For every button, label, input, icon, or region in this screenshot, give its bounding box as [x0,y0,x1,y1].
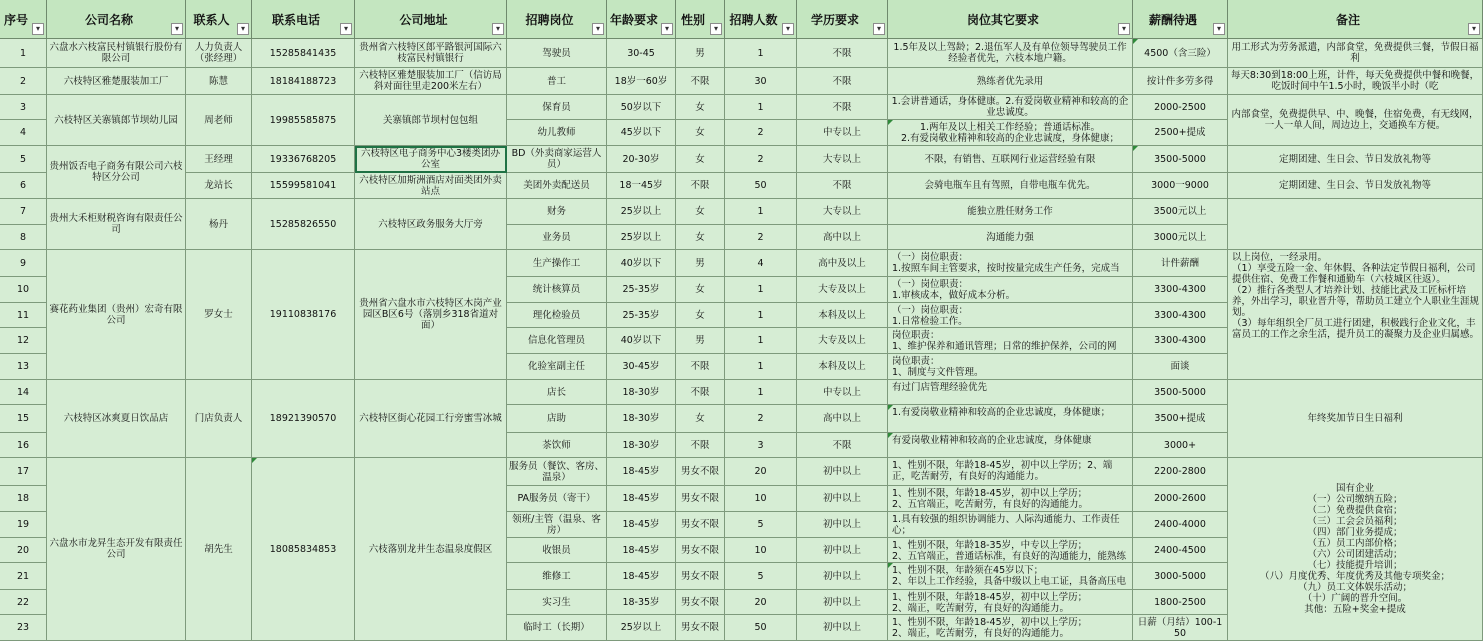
cell-remark[interactable]: 以上岗位，一经录用。 （1）享受五险一金、年休假、各种法定节假日福利，公司提供住宿、免费工作餐和通勤车（六枝城区往返）。 （2）推行各类型人才培养计划、技能比武及工匠标杆培养，外出学习，职业晋升等，帮助员工建立个人职业生涯规划。 （3）每年组织全厂员工进行团建，积极践行企业文化，丰富员工的工作之余生活，提升员工的凝聚力及企业归属感。 [1228,250,1483,380]
cell-serial[interactable]: 12 [0,328,47,354]
column-header-label: 学历要求 [810,12,859,27]
cell-count[interactable]: 1 [725,95,797,120]
cell-salary[interactable]: 3000+ [1133,433,1228,458]
cell-education[interactable]: 初中以上 [797,458,888,486]
column-header-count[interactable] [725,0,797,39]
cell-count[interactable]: 2 [725,146,797,173]
column-header-other[interactable] [888,0,1133,39]
cell-salary[interactable]: 按计件多劳多得 [1133,68,1228,95]
cell-gender[interactable]: 女 [676,120,725,146]
cell-other-requirements[interactable]: 1、性别不限，年龄18-35岁，中专以上学历； 2、五官端正，普通话标准，有良好的沟通能力，能熟练 [888,538,1133,563]
filter-dropdown-icon[interactable]: ▾ [171,23,183,35]
cell-position[interactable]: 财务 [507,199,607,225]
column-header-address[interactable] [355,0,507,39]
cell-age[interactable]: 45岁以下 [607,120,676,146]
cell-age[interactable]: 18-35岁 [607,590,676,615]
cell-serial[interactable]: 15 [0,405,47,433]
cell-age[interactable]: 50岁以下 [607,95,676,120]
filter-dropdown-icon[interactable]: ▾ [1468,23,1480,35]
cell-remark[interactable]: 年终奖加节日生日福利 [1228,380,1483,458]
cell-age[interactable]: 18一45岁 [607,173,676,199]
comment-indicator-icon [888,120,893,125]
cell-company[interactable]: 六枝特区雅楚服装加工厂 [47,68,186,95]
cell-serial[interactable]: 9 [0,250,47,277]
cell-position[interactable]: 幼儿教师 [507,120,607,146]
cell-education[interactable]: 初中以上 [797,512,888,538]
cell-other-requirements[interactable]: 1、性别不限，年龄18-45岁，初中以上学历； 2、五官端正，吃苦耐劳，有良好的沟通能力。 [888,486,1133,512]
cell-gender[interactable]: 不限 [676,433,725,458]
cell-gender[interactable]: 男女不限 [676,512,725,538]
cell-count[interactable]: 1 [725,303,797,328]
cell-serial[interactable]: 2 [0,68,47,95]
cell-other-requirements[interactable]: 1.具有较强的组织协调能力、人际沟通能力、工作责任心； [888,512,1133,538]
cell-position[interactable]: 生产操作工 [507,250,607,277]
column-header-label: 公司地址 [399,12,448,27]
comment-indicator-icon [1133,146,1138,151]
cell-count[interactable]: 20 [725,590,797,615]
filter-dropdown-icon[interactable]: ▾ [32,23,44,35]
cell-age[interactable]: 18-45岁 [607,458,676,486]
cell-age[interactable]: 40岁以下 [607,250,676,277]
filter-dropdown-icon[interactable]: ▾ [710,23,722,35]
cell-company[interactable]: 六盘水六枝富民村镇银行股份有限公司 [47,39,186,68]
cell-gender[interactable]: 女 [676,277,725,303]
cell-position[interactable]: 业务员 [507,225,607,250]
cell-company[interactable]: 六盘水市龙昇生态开发有限责任公司 [47,458,186,641]
cell-remark-empty[interactable] [1228,199,1483,250]
cell-salary[interactable]: 3300-4300 [1133,303,1228,328]
cell-gender[interactable]: 不限 [676,380,725,405]
cell-gender[interactable]: 女 [676,199,725,225]
column-header-contact[interactable] [186,0,252,39]
column-header-label: 序号 [3,12,28,27]
cell-serial[interactable]: 11 [0,303,47,328]
cell-contact[interactable]: 周老师 [186,95,252,146]
cell-salary[interactable]: 2000-2500 [1133,95,1228,120]
cell-phone[interactable]: 18085834853 [252,458,355,641]
cell-age[interactable]: 18-45岁 [607,486,676,512]
comment-indicator-icon [1133,39,1138,44]
cell-gender[interactable]: 男女不限 [676,538,725,563]
column-header-gender[interactable] [676,0,725,39]
cell-serial[interactable]: 3 [0,95,47,120]
cell-age[interactable]: 18-45岁 [607,563,676,590]
cell-age[interactable]: 18-30岁 [607,433,676,458]
cell-address[interactable]: 六枝特区雅楚服装加工厂（信访局斜对面往里走200米左右） [355,68,507,95]
cell-serial[interactable]: 22 [0,590,47,615]
cell-age[interactable]: 25岁以上 [607,199,676,225]
column-header-label: 联系电话 [271,12,320,27]
filter-dropdown-icon[interactable]: ▾ [661,23,673,35]
cell-count[interactable]: 1 [725,354,797,380]
cell-salary[interactable]: 3500-5000 [1133,380,1228,405]
filter-dropdown-icon[interactable]: ▾ [492,23,504,35]
cell-gender[interactable]: 男 [676,328,725,354]
comment-indicator-icon [888,405,893,410]
cell-count[interactable]: 5 [725,563,797,590]
cell-other-requirements[interactable]: 1.会讲普通话，身体健康。2.有爱岗敬业精神和较高的企业忠诚度。 [888,95,1133,120]
cell-salary[interactable]: 2500+提成 [1133,120,1228,146]
cell-gender[interactable]: 不限 [676,68,725,95]
cell-gender[interactable]: 不限 [676,173,725,199]
cell-position[interactable]: 美团外卖配送员 [507,173,607,199]
cell-other-requirements[interactable]: （一）岗位职责： 1.按照车间主管要求，按时按量完成生产任务，完成当 [888,250,1133,277]
cell-salary[interactable]: 3500+提成 [1133,405,1228,433]
cell-gender[interactable]: 男女不限 [676,563,725,590]
cell-contact[interactable]: 门店负责人 [186,380,252,458]
cell-education[interactable]: 本科及以上 [797,354,888,380]
cell-education[interactable]: 初中以上 [797,615,888,641]
cell-serial[interactable]: 19 [0,512,47,538]
cell-gender[interactable]: 女 [676,405,725,433]
cell-education[interactable]: 初中以上 [797,590,888,615]
cell-education[interactable]: 不限 [797,173,888,199]
cell-serial[interactable]: 14 [0,380,47,405]
cell-serial[interactable]: 17 [0,458,47,486]
cell-count[interactable]: 2 [725,405,797,433]
column-header-label: 公司名称 [84,12,133,27]
cell-other-requirements[interactable]: 有爱岗敬业精神和较高的企业忠诚度，身体健康 [888,433,1133,458]
cell-education[interactable]: 大专以上 [797,199,888,225]
cell-salary[interactable]: 面谈 [1133,354,1228,380]
cell-position[interactable]: 化验室副主任 [507,354,607,380]
cell-education[interactable]: 中专以上 [797,380,888,405]
cell-serial[interactable]: 8 [0,225,47,250]
cell-salary[interactable]: 2400-4000 [1133,512,1228,538]
column-header-education[interactable] [797,0,888,39]
cell-gender[interactable]: 女 [676,146,725,173]
cell-contact[interactable]: 人力负责人（张经理） [186,39,252,68]
cell-salary[interactable]: 3000元以上 [1133,225,1228,250]
cell-other-requirements[interactable]: 熟练者优先录用 [888,68,1133,95]
cell-remark[interactable]: 国有企业 （一）公司缴纳五险； （二）免费提供食宿； （三）工会会员福利； （四）部门业务提成； （五）员工内部价格； （六）公司团建活动； （七）技能提升培训； （八）月度优秀、年度优秀及其他专项奖金； （九）员工文体娱乐活动； （十）广阔的晋升空间。 其他：五险+奖金+提成 [1228,458,1483,641]
cell-other-requirements[interactable]: 不限，有销售、互联网行业运营经验有限 [888,146,1133,173]
cell-position[interactable]: 理化检验员 [507,303,607,328]
cell-gender[interactable]: 男 [676,39,725,68]
cell-age[interactable]: 25岁以上 [607,225,676,250]
cell-phone[interactable]: 18921390570 [252,380,355,458]
cell-gender[interactable]: 女 [676,95,725,120]
cell-salary[interactable]: 3000-5000 [1133,563,1228,590]
cell-salary[interactable]: 3500元以上 [1133,199,1228,225]
cell-count[interactable]: 1 [725,277,797,303]
column-header-label: 招聘人数 [729,12,778,27]
cell-count[interactable]: 1 [725,380,797,405]
cell-serial[interactable]: 6 [0,173,47,199]
filter-dropdown-icon[interactable]: ▾ [782,23,794,35]
cell-salary[interactable]: 3300-4300 [1133,277,1228,303]
cell-count[interactable]: 2 [725,120,797,146]
cell-serial[interactable]: 5 [0,146,47,173]
cell-contact[interactable]: 龙站长 [186,173,252,199]
cell-age[interactable]: 40岁以下 [607,328,676,354]
cell-education[interactable]: 初中以上 [797,538,888,563]
cell-other-requirements[interactable]: 1.两年及以上相关工作经验；普通话标准。 2.有爱岗敬业精神和较高的企业忠诚度，身体健康； [888,120,1133,146]
cell-gender[interactable]: 女 [676,225,725,250]
cell-other-requirements[interactable]: 沟通能力强 [888,225,1133,250]
cell-count[interactable]: 50 [725,615,797,641]
cell-education[interactable]: 初中以上 [797,563,888,590]
cell-position[interactable]: 收银员 [507,538,607,563]
cell-count[interactable]: 1 [725,39,797,68]
cell-age[interactable]: 25岁以上 [607,615,676,641]
filter-dropdown-icon[interactable]: ▾ [592,23,604,35]
cell-count[interactable]: 20 [725,458,797,486]
filter-dropdown-icon[interactable]: ▾ [1213,23,1225,35]
cell-address[interactable]: 六枝特区加斯洲酒店对面类团外卖站点 [355,173,507,199]
cell-education[interactable]: 高中以上 [797,405,888,433]
cell-other-requirements[interactable]: 1.5年及以上驾龄；2.退伍军人及有单位领导驾驶员工作经验者优先，六枝本地户籍。 [888,39,1133,68]
cell-education[interactable]: 高中及以上 [797,250,888,277]
cell-salary[interactable]: 2400-4500 [1133,538,1228,563]
cell-company[interactable]: 赛花药业集团（贵州）宏奇有限公司 [47,250,186,380]
cell-other-requirements[interactable]: 1、性别不限，年龄须在45岁以下； 2、年以上工作经验，具备中级以上电工证，具备高压电 [888,563,1133,590]
cell-contact[interactable]: 王经理 [186,146,252,173]
cell-position[interactable]: 领班/主管（温泉、客房） [507,512,607,538]
cell-age[interactable]: 18-30岁 [607,380,676,405]
cell-remark[interactable]: 定期团建、生日会、节日发放礼物等 [1228,173,1483,199]
cell-contact[interactable]: 杨丹 [186,199,252,250]
cell-other-requirements[interactable]: （一）岗位职责： 1.审核成本，做好成本分析。 [888,277,1133,303]
column-header-phone[interactable] [252,0,355,39]
cell-remark[interactable]: 用工形式为劳务派遣，内部食堂，免费提供三餐，节假日福利 [1228,39,1483,68]
column-header-label: 性别 [680,12,705,27]
filter-dropdown-icon[interactable]: ▾ [1118,23,1130,35]
cell-phone[interactable]: 15285841435 [252,39,355,68]
column-header-age[interactable] [607,0,676,39]
cell-count[interactable]: 1 [725,328,797,354]
cell-serial[interactable]: 18 [0,486,47,512]
cell-serial[interactable]: 21 [0,563,47,590]
cell-education[interactable]: 不限 [797,95,888,120]
cell-count[interactable]: 3 [725,433,797,458]
cell-phone[interactable]: 18184188723 [252,68,355,95]
cell-position[interactable]: 统计核算员 [507,277,607,303]
cell-remark[interactable]: 内部食堂，免费提供早、中、晚餐，住宿免费，有无线网，一人一单人间，周边边上，交通换车方便。 [1228,95,1483,146]
cell-address[interactable]: 六枝特区政务服务大厅旁 [355,199,507,250]
cell-other-requirements[interactable]: （一）岗位职责： 1.日常检验工作。 [888,303,1133,328]
cell-address[interactable]: 贵州省六枝特区郎平路银河国际六枝富民村镇银行 [355,39,507,68]
cell-address[interactable]: 关寨镇郎节坝村包包组 [355,95,507,146]
cell-other-requirements[interactable]: 1、性别不限，年龄18-45岁，初中以上学历； 2、端正，吃苦耐劳，有良好的沟通能力。 [888,590,1133,615]
cell-age[interactable]: 18-45岁 [607,512,676,538]
cell-age[interactable]: 18-30岁 [607,405,676,433]
filter-dropdown-icon[interactable]: ▾ [340,23,352,35]
cell-position[interactable]: 维修工 [507,563,607,590]
cell-gender[interactable]: 男女不限 [676,486,725,512]
cell-position[interactable]: 驾驶员 [507,39,607,68]
cell-salary[interactable]: 4500（含三险） [1133,39,1228,68]
cell-count[interactable]: 4 [725,250,797,277]
cell-age[interactable]: 18岁一60岁 [607,68,676,95]
column-header-position[interactable] [507,0,607,39]
cell-salary[interactable]: 2200-2800 [1133,458,1228,486]
filter-dropdown-icon[interactable]: ▾ [873,23,885,35]
cell-serial[interactable]: 7 [0,199,47,225]
cell-position[interactable]: 保育员 [507,95,607,120]
cell-count[interactable]: 10 [725,538,797,563]
filter-dropdown-icon[interactable]: ▾ [237,23,249,35]
cell-education[interactable]: 初中以上 [797,486,888,512]
cell-phone[interactable]: 15285826550 [252,199,355,250]
cell-address[interactable]: 六枝特区街心花园工行旁蜜雪冰城 [355,380,507,458]
cell-contact[interactable]: 罗女士 [186,250,252,380]
column-header-label: 薪酬待遇 [1148,12,1197,27]
cell-other-requirements[interactable]: 有过门店管理经验优先 [888,380,1133,405]
column-header-serial[interactable] [0,0,47,39]
cell-education[interactable]: 不限 [797,68,888,95]
cell-gender[interactable]: 不限 [676,354,725,380]
cell-salary[interactable]: 3500-5000 [1133,146,1228,173]
cell-count[interactable]: 1 [725,199,797,225]
cell-position[interactable]: 信息化管理员 [507,328,607,354]
cell-other-requirements[interactable]: 1.有爱岗敬业精神和较高的企业忠诚度，身体健康； [888,405,1133,433]
cell-serial[interactable]: 4 [0,120,47,146]
cell-age[interactable]: 30-45 [607,39,676,68]
cell-count[interactable]: 30 [725,68,797,95]
cell-other-requirements[interactable]: 1、性别不限，年龄18-45岁，初中以上学历；2、端正，吃苦耐劳，有良好的沟通能力。 [888,458,1133,486]
cell-age[interactable]: 30-45岁 [607,354,676,380]
cell-gender[interactable]: 男女不限 [676,458,725,486]
column-header-remark[interactable] [1228,0,1483,39]
cell-phone[interactable]: 19110838176 [252,250,355,380]
comment-indicator-icon [252,458,257,463]
cell-education[interactable]: 高中以上 [797,225,888,250]
cell-position[interactable]: BD（外卖商家运营人员） [507,146,607,173]
cell-gender[interactable]: 男女不限 [676,590,725,615]
comment-indicator-icon [888,433,893,438]
cell-other-requirements[interactable]: 能独立胜任财务工作 [888,199,1133,225]
cell-position[interactable]: 茶饮师 [507,433,607,458]
cell-serial[interactable]: 16 [0,433,47,458]
cell-remark[interactable]: 定期团建、生日会、节日发放礼物等 [1228,146,1483,173]
cell-serial[interactable]: 10 [0,277,47,303]
cell-position[interactable]: 服务员（餐饮、客房、温泉） [507,458,607,486]
cell-education[interactable]: 本科及以上 [797,303,888,328]
column-header-label: 联系人 [193,12,230,27]
cell-other-requirements[interactable]: 1、性别不限，年龄18-45岁，初中以上学历； 2、端正，吃苦耐劳，有良好的沟通能力。 [888,615,1133,641]
column-header-company[interactable] [47,0,186,39]
cell-education[interactable]: 大专及以上 [797,328,888,354]
cell-education[interactable]: 中专以上 [797,120,888,146]
cell-education[interactable]: 大专以上 [797,146,888,173]
cell-serial[interactable]: 13 [0,354,47,380]
cell-company[interactable]: 贵州大禾柜财税咨询有限责任公司 [47,199,186,250]
cell-phone[interactable]: 19336768205 [252,146,355,173]
cell-position[interactable]: 店助 [507,405,607,433]
cell-gender[interactable]: 男女不限 [676,615,725,641]
cell-salary[interactable]: 1800-2500 [1133,590,1228,615]
cell-address[interactable]: 六枝落别龙井生态温泉度假区 [355,458,507,641]
cell-count[interactable]: 5 [725,512,797,538]
column-header-label: 备注 [1335,12,1360,27]
cell-company[interactable]: 六枝特区关寨镇郎节坝幼儿园 [47,95,186,146]
cell-other-requirements[interactable]: 会骑电瓶车且有驾照，自带电瓶车优先。 [888,173,1133,199]
cell-company[interactable]: 贵州饭否电子商务有限公司六枝特区分公司 [47,146,186,199]
cell-contact[interactable]: 陈慧 [186,68,252,95]
cell-salary[interactable]: 3300-4300 [1133,328,1228,354]
cell-count[interactable]: 10 [725,486,797,512]
cell-company[interactable]: 六枝特区冰爽夏日饮品店 [47,380,186,458]
column-header-label: 年龄要求 [609,12,658,27]
cell-salary[interactable]: 3000一9000 [1133,173,1228,199]
cell-phone[interactable]: 19985585875 [252,95,355,146]
cell-remark[interactable]: 每天8:30到18:00上班，计件，每天免费提供中餐和晚餐，吃饭时间中午1.5小时，晚饭半小时（吃 [1228,68,1483,95]
column-header-label: 岗位其它要求 [966,12,1039,27]
cell-serial[interactable]: 23 [0,615,47,641]
comment-indicator-icon [888,563,893,568]
cell-other-requirements[interactable]: 岗位职责： 1、维护保养和通讯管理；日常的维护保养，公司的网 [888,328,1133,354]
cell-count[interactable]: 2 [725,225,797,250]
column-header-label: 招聘岗位 [525,12,574,27]
cell-serial[interactable]: 1 [0,39,47,68]
cell-salary[interactable]: 日薪（月结）100-150 [1133,615,1228,641]
cell-education[interactable]: 大专及以上 [797,277,888,303]
cell-education[interactable]: 不限 [797,39,888,68]
cell-gender[interactable]: 男 [676,250,725,277]
cell-phone[interactable]: 15599581041 [252,173,355,199]
cell-contact[interactable]: 胡先生 [186,458,252,641]
cell-position[interactable]: 实习生 [507,590,607,615]
cell-position[interactable]: PA服务员（寄干） [507,486,607,512]
column-header-salary[interactable] [1133,0,1228,39]
cell-position[interactable]: 普工 [507,68,607,95]
cell-age[interactable]: 18-45岁 [607,538,676,563]
cell-position[interactable]: 店长 [507,380,607,405]
cell-salary[interactable]: 计件薪酬 [1133,250,1228,277]
cell-address[interactable]: 贵州省六盘水市六枝特区木岗产业园区B区6号（落别乡318省道对面） [355,250,507,380]
cell-salary[interactable]: 2000-2600 [1133,486,1228,512]
cell-education[interactable]: 不限 [797,433,888,458]
cell-other-requirements[interactable]: 岗位职责： 1、制度与文件管理。 [888,354,1133,380]
cell-count[interactable]: 50 [725,173,797,199]
cell-age[interactable]: 25-35岁 [607,303,676,328]
cell-address[interactable]: 六枝特区电子商务中心3楼类团办公室 [355,146,507,173]
cell-position[interactable]: 临时工（长期） [507,615,607,641]
cell-age[interactable]: 20-30岁 [607,146,676,173]
cell-serial[interactable]: 20 [0,538,47,563]
cell-age[interactable]: 25-35岁 [607,277,676,303]
cell-gender[interactable]: 女 [676,303,725,328]
